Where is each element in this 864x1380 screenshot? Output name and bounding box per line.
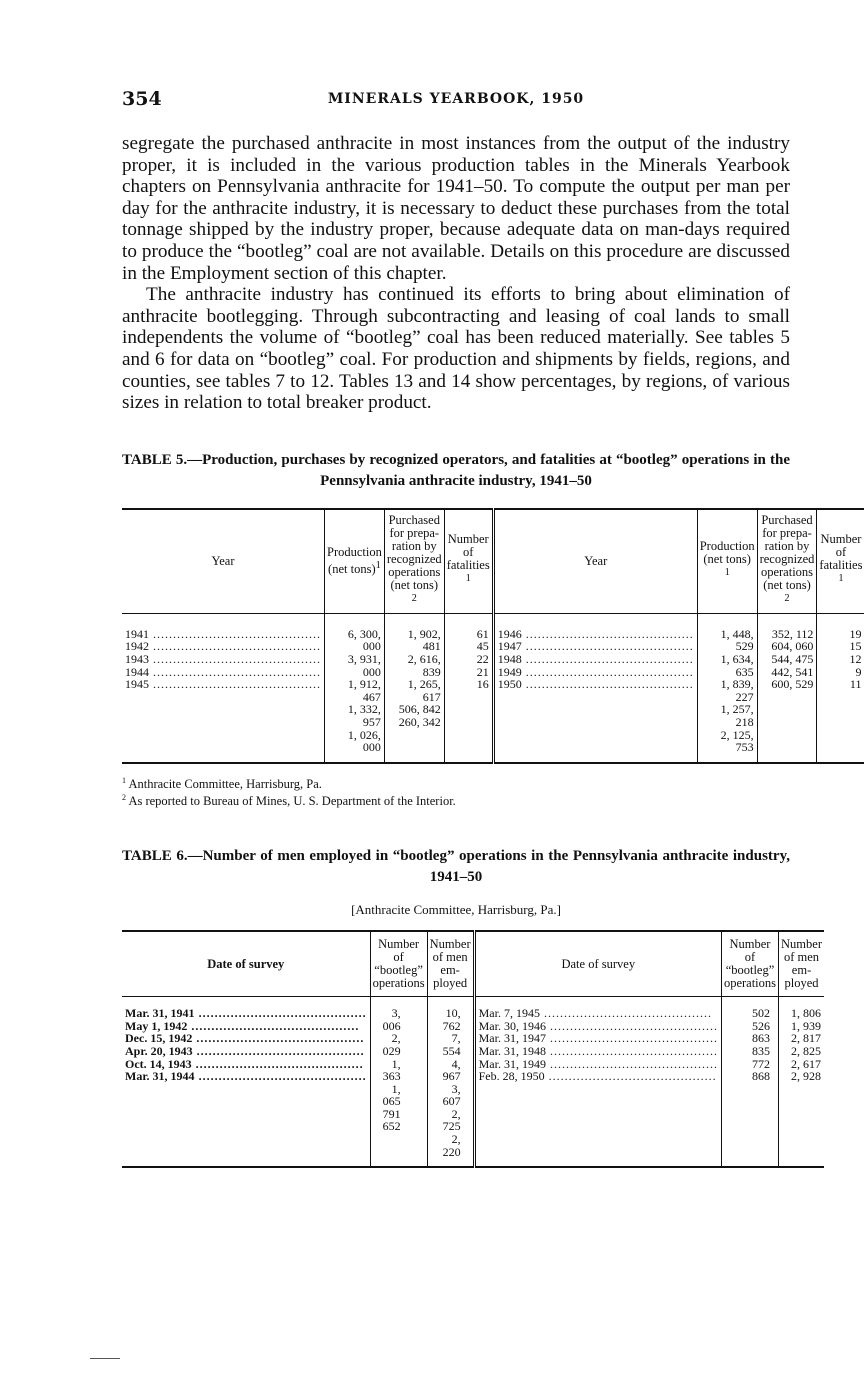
running-title: MINERALS YEARBOOK, 1950 (327, 91, 585, 107)
table6-operations-left: 3, 006 2, 029 1, 363 1, 065 791 652 (370, 997, 427, 1168)
table6-header-operations: Number of “bootleg” operations (370, 931, 427, 997)
table5-header-purchased: Purchased for prepa-ration by recognized operations (net tons) $^2$ (384, 509, 444, 614)
table6-header-date-2: Date of survey (474, 931, 721, 997)
table5-header-purchased-2: Purchased for prepa-ration by recognized operations (net tons) $^2$ (757, 509, 817, 614)
table5-header-fatalities-2: Number of fatalities $^1$ (817, 509, 864, 614)
table6-body (122, 997, 824, 1168)
body-paragraph-1: segregate the purchased anthracite in most instances from the output of the industry proper, it is included in the various production tables in the Minerals Yearbook chapters on Pennsylvania anthracite for 1941–50. To compute the output per man per day for the anthracite industry, it is necessary to deduct these purchases from the total tonnage shipped by the industry proper, because adequate data on man-days required to produce the “bootleg” coal are not available. Details on this procedure are discussed in the Employment section of this chapter. (122, 133, 790, 284)
table5-production-left: 6, 300, 000 3, 931, 000 1, 912, 467 1, 332, 957 1, 026, 000 (325, 613, 385, 762)
table5 (122, 508, 864, 764)
margin-mark (90, 1358, 120, 1359)
table6-men-left: 10, 762 7, 554 4, 967 3, 607 2, 725 2, 220 (427, 997, 474, 1168)
table6-header-date: Date of survey (122, 931, 370, 997)
table6-header-men-2: Number of men em-ployed (779, 931, 824, 997)
table6-header-operations-2: Number of “bootleg” operations (721, 931, 778, 997)
table5-header-row (122, 509, 864, 614)
table5-footnotes (122, 774, 790, 808)
table5-body (122, 613, 864, 762)
table5-header-year: Year (122, 509, 325, 614)
table6-header-row (122, 931, 824, 997)
table5-purchased-left: 1, 902, 481 2, 616, 839 1, 265, 617 506, 842 260, 342 (384, 613, 444, 762)
table6-operations-right: 502 526 863 835 772 868 (721, 997, 778, 1168)
table6-header-men: Number of men em-ployed (427, 931, 474, 997)
page (122, 88, 863, 1168)
table6-men-right: 1, 806 1, 939 2, 817 2, 825 2, 617 2, 928 (779, 997, 824, 1168)
table5-header-production-2: Production (net tons) $^1$ (697, 509, 757, 614)
body-paragraph-2: The anthracite industry has continued its efforts to bring about elimination of anthracite bootlegging. Through subcontracting and leasing of coal lands to small independents the volume of “bootleg” coal has been reduced materially. See tables 5 and 6 for data on “bootleg” coal. For production and shipments by fields, regions, and counties, see tables 7 to 12. Tables 13 and 14 show percentages, by regions, of various sizes in relation to total breaker product. (122, 284, 790, 414)
table6-caption: TABLE 6.—Number of men employed in “bootleg” operations in the Pennsylvania anthracite industry, 1941–50 (122, 848, 790, 886)
table5-header-production: Production (net tons)$^1$ (325, 509, 385, 614)
table6-source: [Anthracite Committee, Harrisburg, Pa.] (351, 902, 561, 918)
table5-production-right: 1, 448, 529 1, 634, 635 1, 839, 227 1, 257, 218 2, 125, 753 (697, 613, 757, 762)
table5-caption: TABLE 5.—Production, purchases by recognized operators, and fatalities at “bootleg” operations in the Pennsylvania anthracite industry, 1941–50 (122, 451, 790, 489)
table5-purchased-right: 352, 112 604, 060 544, 475 442, 541 600, 529 (757, 613, 817, 762)
page-number: 354 (122, 88, 162, 110)
table6-dates-right: Mar. 7, 1945 ..... Mar. 30, 1946 ..... Mar. 31, 1947 ..... Mar. 31, 1948 ..... Mar. 31, 1949 ..... Feb. 28, 1950 ..... (474, 997, 721, 1168)
table5-fatalities-left: 61 45 22 21 16 (444, 613, 493, 762)
table5-header-year-2: Year (493, 509, 697, 614)
page-header (122, 88, 790, 118)
table5-years-left: 1941 ..... 1942 ..... 1943 ..... 1944 ..... 1945 ..... (122, 613, 325, 762)
table5-footnote-1: $^1$ Anthracite Committee, Harrisburg, Pa. (122, 775, 322, 791)
table6 (122, 930, 824, 1168)
table5-fatalities-right: 19 15 12 9 11 (817, 613, 864, 762)
table5-header-fatalities: Number of fatalities $^1$ (444, 509, 493, 614)
table5-years-right: 1946 ..... 1947 ..... 1948 ..... 1949 ..... 1950 ..... (493, 613, 697, 762)
table5-footnote-2: $^2$ As reported to Bureau of Mines, U. S. Department of the Interior. (122, 792, 456, 809)
table6-dates-left: Mar. 31, 1941 ..... May 1, 1942 ..... Dec. 15, 1942 ..... Apr. 20, 1943 ..... Oct. 14, 1943 ..... Mar. 31, 1944 ..... (122, 997, 370, 1168)
